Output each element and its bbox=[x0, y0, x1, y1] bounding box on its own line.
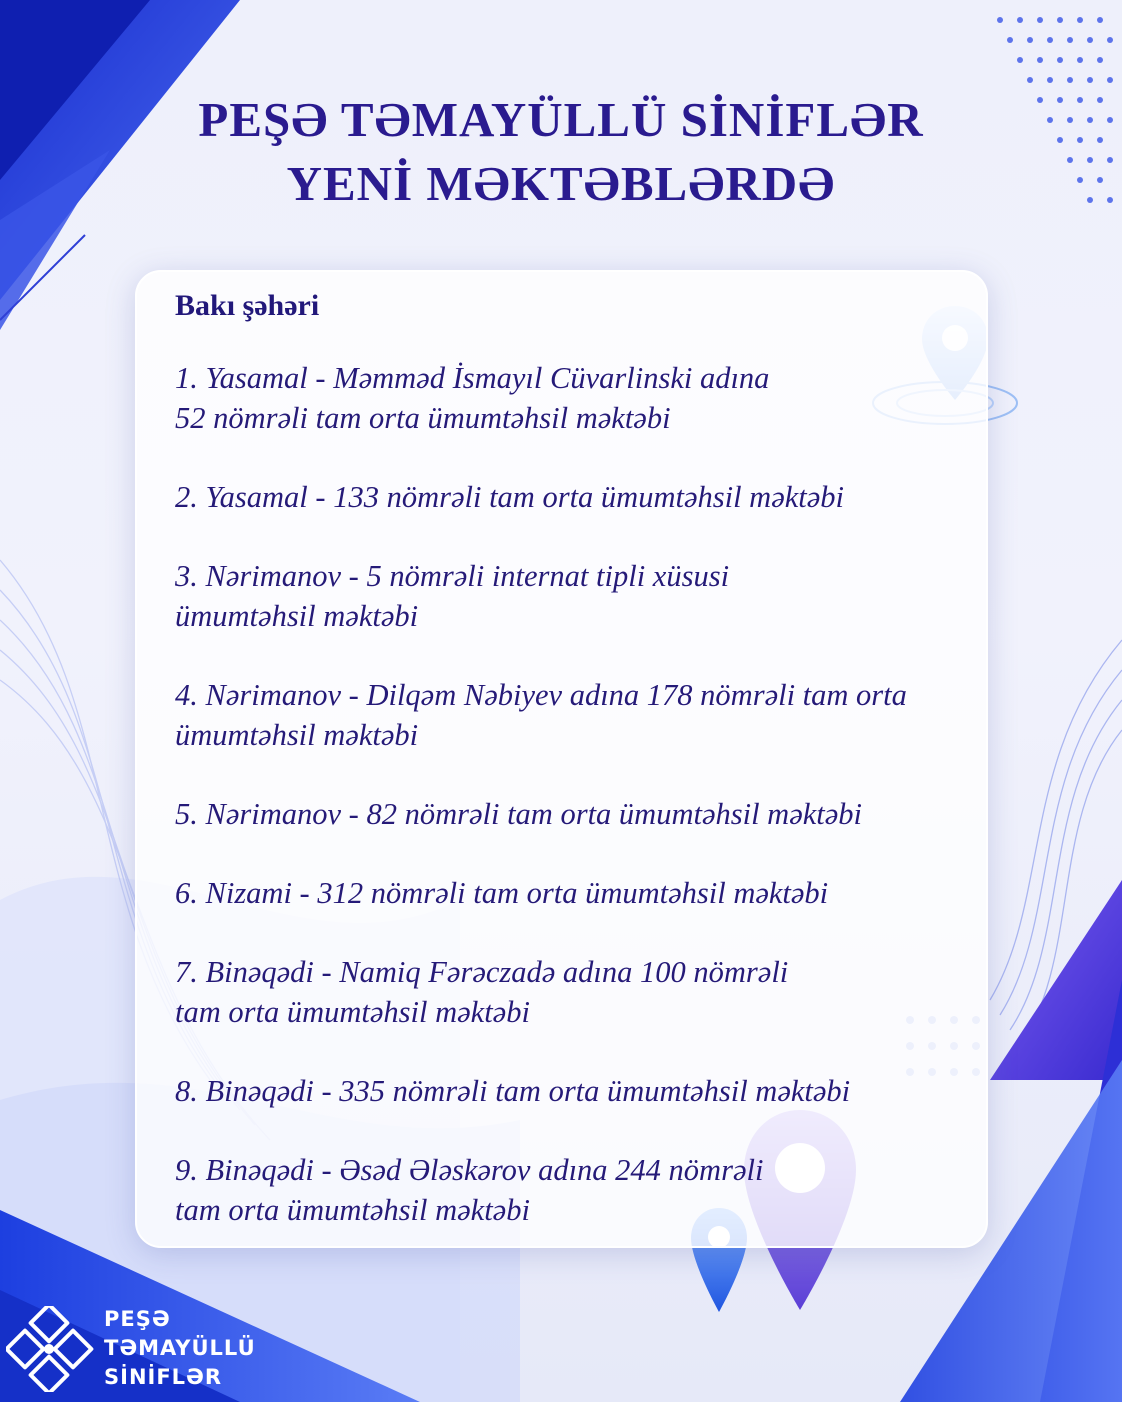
list-item-line-1: 3. Nərimanov - 5 nömrəli internat tipli xüsusi bbox=[175, 559, 730, 593]
list-item bbox=[175, 873, 966, 913]
list-item bbox=[175, 794, 966, 834]
list-item-line-2: 52 nömrəli tam orta ümumtəhsil məktəbi bbox=[175, 401, 671, 435]
list-item bbox=[175, 358, 966, 438]
list-item bbox=[175, 477, 966, 517]
list-item bbox=[175, 952, 966, 1032]
list-item-line-1: 1. Yasamal - Məmməd İsmayıl Cüvarlinski adına bbox=[175, 361, 770, 395]
list-item-line-2: tam orta ümumtəhsil məktəbi bbox=[175, 995, 530, 1029]
page-title-line-2: YENİ MƏKTƏBLƏRDƏ bbox=[286, 156, 836, 211]
brand-logo-line-1: PEŞƏ bbox=[104, 1307, 171, 1331]
page-title bbox=[0, 88, 1122, 216]
list-item bbox=[175, 556, 966, 636]
list-item-line-2: tam orta ümumtəhsil məktəbi bbox=[175, 1193, 530, 1227]
list-item-line-1: 9. Binəqədi - Əsəd Ələskərov adına 244 nömrəli bbox=[175, 1153, 764, 1187]
city-heading: Bakı şəhəri bbox=[175, 289, 320, 322]
brand-logo-line-2: TƏMAYÜLLÜ bbox=[104, 1336, 256, 1360]
list-item-line-1: 7. Binəqədi - Namiq Fərəczadə adına 100 nömrəli bbox=[175, 955, 789, 989]
list-item-line-1: 2. Yasamal - 133 nömrəli tam orta ümumtəhsil məktəbi bbox=[175, 480, 845, 514]
list-item-line-1: 5. Nərimanov - 82 nömrəli tam orta ümumtəhsil məktəbi bbox=[175, 797, 863, 831]
brand-logo-text bbox=[104, 1305, 256, 1392]
school-list-card bbox=[135, 270, 988, 1248]
brand-logo-line-3: SİNİFLƏR bbox=[104, 1365, 223, 1389]
list-item bbox=[175, 675, 966, 755]
list-item-line-1: 6. Nizami - 312 nömrəli tam orta ümumtəhsil məktəbi bbox=[175, 876, 829, 910]
list-item bbox=[175, 1071, 966, 1111]
list-item-line-1: 4. Nərimanov - Dilqəm Nəbiyev adına 178 nömrəli tam orta bbox=[175, 678, 907, 712]
list-item bbox=[175, 1150, 966, 1230]
list-item-line-2: ümumtəhsil məktəbi bbox=[175, 718, 419, 752]
list-item-line-2: ümumtəhsil məktəbi bbox=[175, 599, 419, 633]
page-title-line-1: PEŞƏ TƏMAYÜLLÜ SİNİFLƏR bbox=[198, 92, 924, 147]
brand-logo-mark bbox=[6, 1306, 94, 1392]
list-item-line-1: 8. Binəqədi - 335 nömrəli tam orta ümumtəhsil məktəbi bbox=[175, 1074, 851, 1108]
